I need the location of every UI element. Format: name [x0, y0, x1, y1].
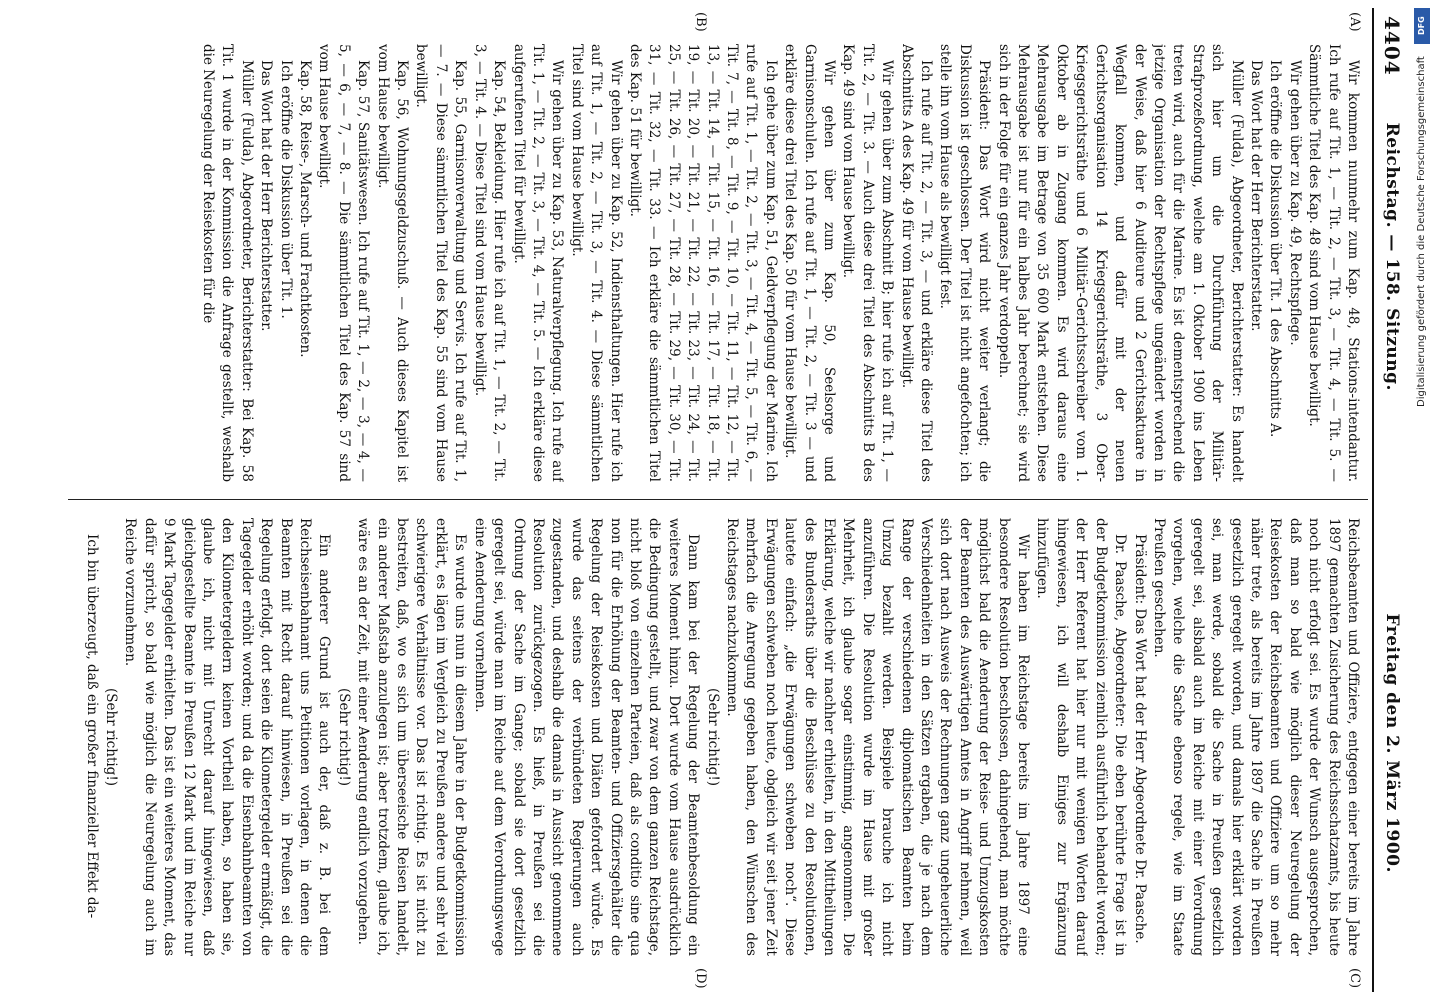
paragraph: Ich rufe auf Tit. 2, — Tit. 3, — und erkläre diese Titel des Abschnitts A des Kap. 49 für vom Hause bewilligt. [898, 44, 935, 482]
paragraph: Dann kam bei der Regelung der Beamtenbesoldung ein weiteres Moment hinzu. Dort wurde vom Hause ausdrücklich die Bedingung gestellt, und zwar von dem ganzen Reichstage, nicht bloß von einzelnen Parteien, daß als conditio sine qua non für die Erhöhung der Beamten- und Offiziersgehälter die Regelung der Reisekosten und Diäten gefordert würde. Es wurde das seitens der verbündeten Regierungen auch zugestanden, und deshalb die damals in Aussicht genommene Resolution zurückgezogen. Es hieß, in Preußen sei die Ordnung der Sache im Gange; sobald sie dort gesetzlich geregelt sei, würde man im Reiche auf dem Verordnungswege eine Aenderung vornehmen. [471, 518, 702, 956]
paragraph: Wir gehen über zu Kap. 49, Rechtspflege. [1286, 60, 1303, 346]
paragraph: Es wurde uns nun in diesem Jahre in der Budgetkommission erklärt, es lägen im Vergleich zu Preußen andere und sehr viel schwierigere Verhältnisse vor. Das ist richtig. Es ist nicht zu bestreiten, daß, wo es sich um überseeische Reisen handelt, ein anderer Maßstab anzulegen ist; aber trotzdem, glaube ich, wäre es an der Zeit, mit einer Aenderung endlich vorzugehen. [355, 518, 469, 956]
paragraph: Kap. 58, Reise-, Marsch- und Frachtkosten. [297, 60, 314, 358]
paragraph: Müller (Fulda), Abgeordneter, Berichterstatter: Bei Kap. 58 Tit. 1 wurde in der Kommission die Anfrage gestellt, weshalb die Neuregelung der Reisekosten für die [200, 44, 255, 482]
paragraph: Ich gehe über zum Kap. 51, Geldverpflegung der Marine. Ich rufe auf Tit. 1, — Tit. 2, — Tit. 3, — Tit. 4, — Tit. 5, — Tit. 6, — Tit. 7, — Tit. 8, — Tit. 9, — Tit. 10, — Tit. 11, — Tit. 12, — Tit. 13, — Tit. 14, — Tit. 15, — Tit. 16, — Tit. 17, — Tit. 18, — Tit. 19, — Tit. 20, — Tit. 21, — Tit. 22, — Tit. 23, — Tit. 24, — Tit. 25, — Tit. 26, — Tit. 27, — Tit. 28, — Tit. 29, — Tit. 30, — Tit. 31, — Tit. 32, — Tit. 33. — Ich erkläre die sämmtlichen Titel des Kap. 51 für bewilligt. [626, 44, 779, 482]
text-column-left [82, 44, 1362, 482]
paragraph: Präsident: Das Wort hat der Herr Abgeordnete Dr. Paasche. [1131, 534, 1148, 944]
interjection: (Sehr richtig!) [704, 687, 721, 787]
paragraph: Wir kommen nunmehr zum Kap. 48, Stations-intendantur. Ich rufe auf Tit. 1, — Tit. 2, — Tit. 3, — Tit. 4, — Tit. 5. — Sämmtliche Titel des Kap. 48 sind vom Hause bewilligt. [1306, 44, 1361, 482]
dfg-logo: DFG [1414, 8, 1430, 44]
paragraph: Ich eröffne die Diskussion über Tit. 1 des Abschnitts A. [1267, 60, 1284, 438]
paragraph: Kap. 56, Wohnungsgeldzuschuß. — Auch dieses Kapitel ist vom Hause bewilligt. [374, 44, 411, 482]
paragraph: Kap. 55, Garnisonverwaltung und Servis. Ich rufe auf Tit. 1, — 7. — Diese sämmtlichen Titel des Kap. 55 sind vom Hause bewilligt. [413, 44, 469, 482]
column-divider [68, 499, 1368, 500]
margin-mark-d: (D) [693, 968, 708, 989]
paragraph: Kap. 54, Bekleidung. Hier rufe ich auf Tit. 1, — Tit. 2, — Tit. 3, — Tit. 4. — Diese Titel sind vom Hause bewilligt. [471, 44, 508, 482]
paragraph: Dr. Paasche, Abgeordneter: Die eben berührte Frage ist in der Budgetkommission ziemlich ausführlich behandelt worden; der Herr Referent hat hier nur mit wenigen Worten darauf hingewiesen, ich will deshalb Einiges zur Ergänzung hinzufügen. [1034, 518, 1129, 956]
running-title-right: Freitag den 2. März 1900. [1382, 613, 1402, 873]
digitization-credit: Digitalisierung gefördert durch die Deutsche Forschungsgemeinschaft [1416, 56, 1427, 407]
running-title-left: Reichstag. — 158. Sitzung. [1382, 122, 1402, 391]
interjection: (Sehr richtig!) [103, 687, 119, 787]
paragraph: Ein anderer Grund ist auch der, daß z. B. bei dem Reichseisenbahnamt uns Petitionen vorlagen, in denen die Beamten mit Recht darauf hinwiesen, in Preußen sei die Regelung erfolgt, dort seien die Kilometergelder ermäßigt, die Tagegelder erhöht worden; und da die Eisenbahnbeamten von den Kilometergeldern keinen Vortheil haben, so haben sie, glaube ich, nicht mit Unrecht darauf hingewiesen, daß gleichgestellte Beamte in Preußen 12 Mark und im Reiche nur 9 Mark Tagegelder erhielten. Das ist ein weiteres Moment, das dafür spricht, so bald wie möglich die Neuregelung auch im Reiche vorzunehmen. [122, 518, 333, 956]
paragraph: Präsident: Das Wort wird nicht weiter verlangt; die Diskussion ist geschlossen. Der Titel ist nicht angefochten; ich stelle ihn vom Hause als bewilligt fest. [937, 44, 993, 482]
paragraph: Wir gehen über zum Abschnitt B; hier rufe ich auf Tit. 1, — Tit. 2, — Tit. 3. — Auch diese drei Titel des Abschnitts B des Kap. 49 sind vom Hause bewilligt. [840, 44, 896, 482]
paragraph: Das Wort hat der Herr Berichterstatter. [1247, 60, 1264, 332]
margin-mark-b: (B) [693, 12, 708, 32]
page-header [1372, 8, 1408, 992]
interjection: (Sehr richtig!) [335, 687, 352, 787]
paragraph: Wir gehen über zum Kap. 50, Seelsorge und Garnisonschulen. Ich rufe auf Tit. 1, — Tit. 2, — Tit. 3 — und erkläre diese drei Titel des Kap. 50 für vom Hause bewilligt. [782, 44, 838, 482]
paragraph: Ich eröffne die Diskussion über Tit. 1. [277, 60, 294, 319]
text-column-right [82, 518, 1362, 956]
paragraph: Wir gehen über zu Kap. 53, Naturalverpflegung. Ich rufe auf Tit. 1, — Tit. 2, — Tit. 3, — Tit. 4, — Tit. 5. — Ich erkläre diese aufgerufenen Titel für bewilligt. [510, 44, 566, 482]
paragraph: Ich bin überzeugt, daß ein großer finanzieller Effekt da- [83, 534, 100, 919]
paragraph: Reichsbeamten und Offiziere, entgegen einer bereits im Jahre 1897 gemachten Zusicherung des Reichsschatzamts, bis heute noch nicht erfolgt sei. Es wurde der Wunsch ausgesprochen, daß man so bald wie möglich dieser Neuregelung der Reisekosten der Reichsbeamten und Offiziere um so mehr näher trete, als bereits im Jahre 1897 die Sache in Preußen gesetzlich geregelt worden, und damals hier erklärt worden sei, man werde, sobald die Sache in Preußen gesetzlich geregelt sei, alsbald auch im Reiche mit einer Verordnung vorgehen, welche die Sache ebenso regele, wie im Staate Preußen geschehen. [1150, 518, 1361, 956]
page-number: 4404 [1380, 16, 1404, 76]
paragraph: Müller (Fulda), Abgeordneter, Berichterstatter: Es handelt sich hier um die Durchführung der Militär-Strafprozeßordnung, welche am 1. Oktober 1900 ins Leben treten wird, auch für die Marine. Es ist dementsprechend die jetzige Organisation der Rechtspflege ungeändert worden in der Weise, daß hier 6 Auditeure und 2 Gerichtsaktuare in Wegfall kommen, und dafür mit der neuen Gerichtsorganisation 14 Kriegsgerichtsräthe, 3 Ober-Kriegsgerichtsräthe und 6 Militär-Gerichtsschreiber vom 1. Oktober ab in Zugang kommen. Es wird daraus eine Mehrausgabe im Betrage von 35 600 Mark entstehen. Diese Mehrausgabe ist nur für ein halbes Jahr berechnet; sie wird sich in der Folge für ein ganzes Jahr verdoppeln. [995, 44, 1245, 482]
paragraph: Das Wort hat der Herr Berichterstatter. [258, 60, 275, 332]
margin-mark-c: (C) [1347, 968, 1362, 989]
running-title [1382, 8, 1402, 992]
scanned-page [40, 8, 1408, 992]
paragraph: Kap. 57, Sanitätswesen. Ich rufe auf Tit. 1, — 2, — 3, — 4, — 5, — 6, — 7, — 8. — Die sämmtlichen Titel des Kap. 57 sind vom Hause bewilligt. [316, 44, 372, 482]
paragraph: Wir gehen über zu Kap. 52, Indiensthaltungen. Hier rufe ich auf Tit. 1, — Tit. 2, — Tit. 3, — Tit. 4. — Diese sämmtlichen Titel sind vom Hause bewilligt. [568, 44, 624, 482]
margin-mark-a: (A) [1347, 12, 1362, 32]
digitization-credit-strip [1412, 6, 1432, 996]
paragraph: Wir haben im Reichstage bereits im Jahre 1897 eine besondere Resolution beschlossen, dahingehend, man möchte möglichst bald die Aenderung der Reise- und Umzugskosten der Beamten des Auswärtigen Amtes in Angriff nehmen, weil sich dort nach Ausweis der Rechnungen ganz ungeheuerliche Verschiedenheiten in den Sätzen ergaben, die je nach dem Range der verschiedenen diplomatischen Beamten beim Umzug bezahlt werden. Beispiele brauche ich nicht anzuführen. Die Resolution wurde im Hause mit großer Mehrheit, ich glaube sogar einstimmig, angenommen. Die Erklärung, welche wir nachher erhielten, in den Mittheilungen des Bundesraths über die Beschlüsse zu den Resolutionen, lautete einfach: „die Erwägungen schweben noch“. Diese Erwägungen schweben noch heute, obgleich wir seit jener Zeit mehrfach die Anregung gegeben haben, den Wünschen des Reichstages nachzukommen. [724, 518, 1032, 956]
